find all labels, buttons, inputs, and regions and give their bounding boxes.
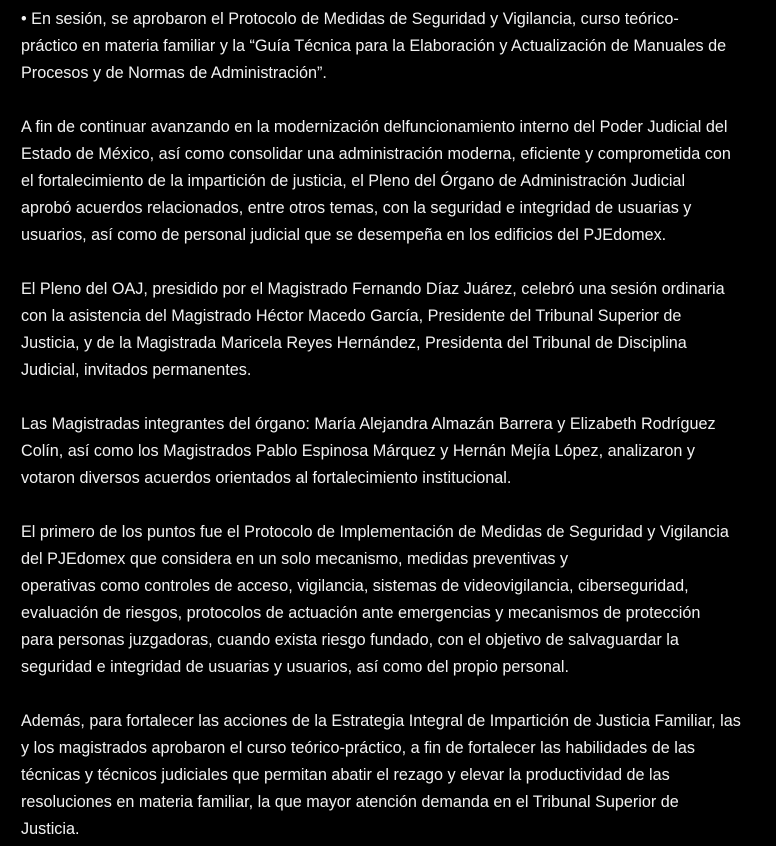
summary-bullet xyxy=(21,6,746,87)
paragraph-line: usuarios, así como de personal judicial que se desempeña en los edificios del PJEdomex. xyxy=(21,226,667,244)
paragraph-line: operativas como controles de acceso, vigilancia, sistemas de videovigilancia, ciberseguridad, xyxy=(21,577,689,595)
paragraph-line: del PJEdomex que considera en un solo mecanismo, medidas preventivas y xyxy=(21,550,569,568)
paragraph-line: Estado de México, así como consolidar una administración moderna, eficiente y comprometida con xyxy=(21,145,731,163)
paragraph-line: aprobó acuerdos relacionados, entre otros temas, con la seguridad e integridad de usuarias y xyxy=(21,199,692,217)
paragraph-intro xyxy=(21,114,746,249)
summary-line: práctico en materia familiar y la “Guía Técnica para la Elaboración y Actualización de Manuales de xyxy=(21,37,727,55)
paragraph-course xyxy=(21,708,746,843)
paragraph-line: el fortalecimiento de la impartición de justicia, el Pleno del Órgano de Administración Judicial xyxy=(21,172,686,190)
paragraph-line: votaron diversos acuerdos orientados al fortalecimiento institucional. xyxy=(21,469,512,487)
summary-line: • En sesión, se aprobaron el Protocolo de Medidas de Seguridad y Vigilancia, curso teórico- xyxy=(21,10,679,28)
paragraph-line: Justicia, y de la Magistrada Maricela Reyes Hernández, Presidenta del Tribunal de Disciplina xyxy=(21,334,687,352)
paragraph-line: y los magistrados aprobaron el curso teórico-práctico, a fin de fortalecer las habilidades de las xyxy=(21,739,695,757)
paragraph-line: Justicia. xyxy=(21,820,80,838)
paragraph-line: con la asistencia del Magistrado Héctor Macedo García, Presidente del Tribunal Superior de xyxy=(21,307,682,325)
paragraph-line: El Pleno del OAJ, presidido por el Magistrado Fernando Díaz Juárez, celebró una sesión ordinaria xyxy=(21,280,725,298)
paragraph-line: seguridad e integridad de usuarias y usuarios, así como del propio personal. xyxy=(21,658,570,676)
paragraph-line: evaluación de riesgos, protocolos de actuación ante emergencias y mecanismos de protección xyxy=(21,604,701,622)
paragraph-line: para personas juzgadoras, cuando exista riesgo fundado, con el objetivo de salvaguardar la xyxy=(21,631,679,649)
paragraph-line: El primero de los puntos fue el Protocolo de Implementación de Medidas de Seguridad y Vigilancia xyxy=(21,523,729,541)
paragraph-line: A fin de continuar avanzando en la modernización delfuncionamiento interno del Poder Judicial del xyxy=(21,118,728,136)
paragraph-line: Además, para fortalecer las acciones de la Estrategia Integral de Impartición de Justicia Familiar, las xyxy=(21,712,741,730)
paragraph-line: Judicial, invitados permanentes. xyxy=(21,361,252,379)
paragraph-session xyxy=(21,276,746,384)
paragraph-line: Colín, así como los Magistrados Pablo Espinosa Márquez y Hernán Mejía López, analizaron y xyxy=(21,442,695,460)
summary-line: Procesos y de Normas de Administración”. xyxy=(21,64,327,82)
paragraph-line: Las Magistradas integrantes del órgano: María Alejandra Almazán Barrera y Elizabeth Rodríguez xyxy=(21,415,716,433)
paragraph-members xyxy=(21,411,746,492)
paragraph-line: técnicas y técnicos judiciales que permitan abatir el rezago y elevar la productividad de las xyxy=(21,766,670,784)
paragraph-line: resoluciones en materia familiar, la que mayor atención demanda en el Tribunal Superior de xyxy=(21,793,679,811)
paragraph-protocol xyxy=(21,519,746,681)
